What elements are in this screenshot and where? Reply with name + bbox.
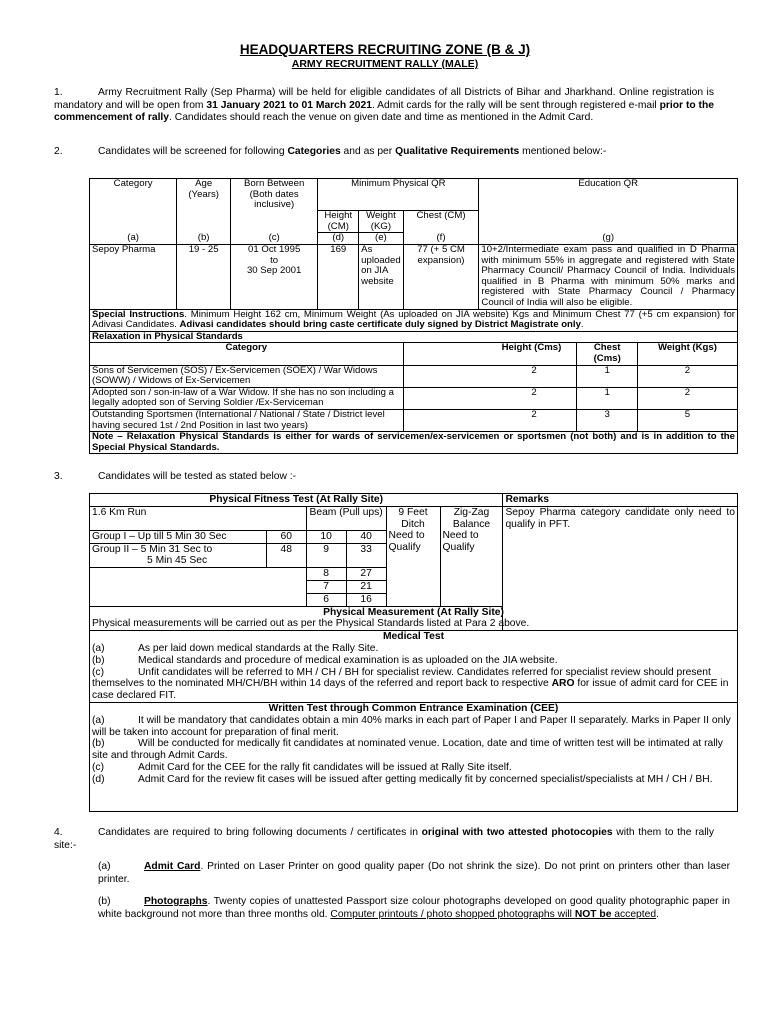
mt-text: As per laid down medical standards at the Rally Site. — [138, 643, 379, 655]
label-f: (f) — [403, 233, 479, 245]
wt-label: (a) — [92, 714, 105, 726]
label-d: (d) — [318, 233, 359, 245]
sub-heading: Admit Card — [144, 861, 201, 872]
relaxation-note-text: Note – Relaxation Physical Standards is either for wards of servicemen/ex-servicemen or sportsmen (not both) and is in addition to the Special Physical Standards. — [92, 431, 735, 453]
relax-header-weight-text: Weight (Kgs) — [657, 342, 717, 354]
relaxation-title-text: Relaxation in Physical Standards — [92, 330, 243, 342]
pm-text: Physical measurements will be carried out as per the Physical Standards listed at Para 2 above. — [92, 618, 530, 630]
relax-header-height — [487, 343, 577, 354]
mt-item-c — [92, 667, 735, 702]
pft-table — [89, 493, 738, 812]
group-1: Group I – Up till 5 Min 30 Sec — [90, 530, 267, 543]
remarks-header — [503, 494, 738, 507]
sub-label: (b) — [98, 896, 111, 907]
label-e: (e) — [359, 233, 403, 245]
para-text: with them to the rally site:- — [54, 827, 714, 851]
paragraph-3 — [54, 471, 714, 484]
qr-table — [89, 178, 738, 454]
sub-underlined: Computer printouts / photo shopped photographs will — [330, 908, 575, 920]
beam-count: 8 — [306, 568, 346, 581]
para-text: . Candidates should reach the venue on given date and time as mentioned in the Admit Card. — [169, 112, 594, 123]
wt-title-text: Written Test through Common Entrance Examination (CEE) — [268, 703, 559, 715]
relax-header-height-text: Height (Cms) — [501, 342, 562, 354]
paragraph-1 — [54, 87, 714, 125]
special-label: Special Instructions — [92, 308, 185, 320]
relax-height: 2 — [403, 409, 577, 431]
para-bold: Qualitative Requirements — [395, 146, 520, 157]
relax-category: Sons of Servicemen (SOS) / Ex-Servicemen (SOEX) / War Widows (SOWW) / Widows of Ex-Servicemen — [90, 365, 404, 387]
wt-item-b — [92, 738, 735, 762]
wt-text: Admit Card for the review fit cases will be issued after getting medically fit by concerned specialist/specialists at MH / CH / BH. — [138, 773, 713, 785]
para-bold: original with two attested photocopies — [421, 827, 613, 838]
para-number: 3. — [54, 471, 63, 482]
pft-title — [90, 494, 503, 507]
sub-heading: Photographs — [144, 896, 208, 907]
mt-label: (b) — [92, 654, 105, 666]
page-subtitle: ARMY RECRUITMENT RALLY (MALE) — [291, 58, 479, 70]
paragraph-4 — [54, 827, 714, 852]
wt-label: (c) — [92, 762, 105, 774]
wt-item-c — [92, 762, 735, 774]
wt-label: (b) — [92, 738, 105, 750]
wt-item-d — [92, 774, 735, 786]
wt-item-a — [92, 715, 735, 739]
beam-marks: 33 — [346, 543, 386, 568]
paragraph-4a — [98, 861, 730, 886]
label-b: (b) — [177, 233, 231, 245]
mt-title-text: Medical Test — [382, 631, 445, 643]
header-category: Category — [90, 179, 177, 211]
mt-title — [92, 631, 735, 643]
header-age: Age (Years) — [177, 179, 231, 211]
header-born: Born Between (Both dates inclusive) — [231, 179, 318, 211]
mt-item-a — [92, 643, 735, 655]
para-number: 1. — [54, 87, 63, 98]
sub-text: . Printed on Laser Printer on good quality paper (Do not shrink the size). Do not print on printers other than laser printer. — [98, 861, 730, 885]
para-bold: 31 January 2021 to 01 March 2021 — [206, 99, 372, 111]
relax-header-chest-text: Chest (Cms) — [593, 342, 621, 364]
label-g: (g) — [479, 233, 738, 245]
para-text: Candidates are required to bring following documents / certificates in — [98, 827, 422, 838]
group-2 — [90, 543, 267, 568]
beam-marks: 40 — [346, 530, 386, 543]
group-2-line-2: 5 Min 45 Sec — [147, 555, 208, 567]
row-born — [231, 245, 318, 310]
wt-text: Will be conducted for medically fit candidates at nominated venue. Location, date and time of written test will be intimated at rally site and through Admit Cards. — [92, 738, 723, 762]
row-age: 19 - 25 — [177, 245, 231, 310]
relax-header-category-text: Category — [225, 342, 268, 354]
group-2-marks: 48 — [266, 543, 306, 568]
sub-text: . Twenty copies of unattested Passport size colour photographs developed on good quality photographic paper in white background not more than three months old. — [98, 896, 730, 920]
relax-chest: 1 — [577, 365, 638, 387]
mt-text: Medical standards and procedure of medical examination is as uploaded on the JIA website. — [138, 654, 558, 666]
beam-marks: 27 — [346, 568, 386, 581]
header-min-physical: Minimum Physical QR — [318, 179, 479, 211]
relax-row — [90, 387, 738, 409]
page-title: HEADQUARTERS RECRUITING ZONE (B & J) — [239, 42, 531, 57]
row-chest: 77 (+ 5 CM expansion) — [403, 245, 479, 310]
relax-row — [90, 409, 738, 431]
relax-header-chest — [577, 343, 638, 365]
special-instructions — [90, 309, 738, 331]
wt-text: It will be mandatory that candidates obtain a min 40% marks in each part of Paper I and Paper II separately. Marks in Paper II only will be taken into account for preparation of final merit. — [92, 714, 731, 738]
relax-chest: 3 — [577, 409, 638, 431]
para-number: 4. — [54, 827, 63, 838]
paragraph-2 — [54, 146, 714, 159]
para-text: Army Recruitment Rally (Sep Pharma) will be held for eligible candidates of all Districts of Bihar and Jharkhand. Online registration is mandatory and will be open from — [54, 87, 714, 111]
group-1-marks: 60 — [266, 530, 306, 543]
row-category: Sepoy Pharma — [90, 245, 177, 310]
beam-count: 10 — [306, 530, 346, 543]
beam-count: 9 — [306, 543, 346, 568]
para-text: mentioned below:- — [519, 146, 607, 157]
born-from: 01 Oct 1995 — [248, 244, 301, 256]
born-until: 30 Sep 2001 — [246, 265, 302, 277]
special-text: . Minimum Height 162 cm, Minimum Weight (As uploaded on JIA website) Kgs and Minimum Chest 77 (+5 cm expansion) for Adivasi Candidates. — [92, 308, 735, 331]
pft-title-text: Physical Fitness Test (At Rally Site) — [209, 494, 384, 505]
mt-item-b — [92, 655, 735, 667]
relax-row — [90, 365, 738, 387]
relax-header-weight — [637, 343, 737, 365]
relaxation-note — [90, 432, 738, 454]
zigzag-need: Need to Qualify — [440, 530, 503, 606]
mt-text: Unfit candidates will be referred to MH / CH / BH for specialist review. Candidates referred for specialist review should present themselves to the nominated MH/CH/BH within 14 days of the referred and report back to respective — [92, 666, 711, 690]
ditch-header: 9 Feet Ditch — [386, 506, 440, 530]
label-c: (c) — [231, 233, 318, 245]
born-to: to — [270, 254, 279, 266]
relax-header-category — [90, 343, 404, 365]
row-weight: As uploaded on JIA website — [359, 245, 403, 310]
para-bold: Categories — [287, 146, 341, 157]
header-education: Education QR — [479, 179, 738, 211]
pm-title — [92, 607, 735, 619]
para-number: 2. — [54, 146, 63, 157]
sub-label: (a) — [98, 861, 111, 872]
special-end: . — [580, 319, 584, 331]
physical-measurement-section — [90, 606, 738, 631]
ditch-need: Need to Qualify — [386, 530, 440, 606]
pm-title-text: Physical Measurement (At Rally Site) — [323, 606, 504, 618]
mt-label: (c) — [92, 666, 105, 678]
special-bold: Adivasi candidates should bring caste certificate duly signed by District Magistrate only — [179, 319, 581, 331]
beam-marks: 21 — [346, 581, 386, 594]
header-weight: Weight (KG) — [359, 211, 403, 233]
run-header: 1.6 Km Run — [90, 506, 307, 530]
remarks-header-text: Remarks — [505, 494, 549, 505]
written-test-section — [90, 703, 738, 812]
mt-label: (a) — [92, 643, 105, 655]
beam-marks: 16 — [346, 593, 386, 606]
remarks-text: Sepoy Pharma category candidate only need to qualify in PFT. — [503, 506, 738, 630]
label-a: (a) — [90, 233, 177, 245]
wt-text: Admit Card for the CEE for the rally fit candidates will be issued at Rally Site itself. — [138, 762, 512, 774]
beam-count: 6 — [306, 593, 346, 606]
group-2-line-1: Group II – 5 Min 31 Sec to — [92, 543, 213, 555]
wt-title — [92, 703, 735, 715]
paragraph-4b — [98, 896, 730, 921]
para-text: . Admit cards for the rally will be sent through registered e-mail — [372, 99, 660, 111]
row-education: 10+2/Intermediate exam pass and qualified in D Pharma with minimum 55% in aggregate and registered with State Pharmacy Council/ Pharmacy Council of India. Individuals qualified in B Pharma with minimum 50% marks and registered with State Pharmacy Council / Pharmacy Council of India will also be eligible. — [479, 245, 738, 310]
relax-weight: 2 — [637, 365, 737, 387]
relax-height: 2 — [403, 387, 577, 409]
sub-underlined-bold: NOT be — [574, 908, 612, 920]
beam-header: Beam (Pull ups) — [306, 506, 386, 530]
row-height: 169 — [318, 245, 359, 310]
header-height: Height (CM) — [318, 211, 359, 233]
relaxation-title — [90, 331, 738, 343]
sub-end: . — [656, 908, 659, 920]
para-text: Candidates will be screened for following — [98, 146, 288, 157]
relax-height: 2 — [403, 365, 577, 387]
sub-underlined: accepted — [611, 908, 657, 920]
relax-chest: 1 — [577, 387, 638, 409]
beam-count: 7 — [306, 581, 346, 594]
para-bold: prior to the commencement of rally — [54, 99, 715, 123]
zigzag-header: Zig-Zag Balance — [440, 506, 503, 530]
para-text: Candidates will be tested as stated below :- — [98, 471, 297, 482]
header-chest: Chest (CM) — [403, 211, 479, 233]
relax-category: Outstanding Sportsmen (International / National / State / District level having secured 1st / 2nd Position in last two years) — [90, 409, 404, 431]
relax-category: Adopted son / son-in-law of a War Widow. If she has no son including a legally adopted son of Serving Soldier /Ex-Serviceman — [90, 387, 404, 409]
relax-header-height-wrap — [403, 343, 577, 365]
mt-bold: ARO — [551, 678, 575, 690]
medical-test-section — [90, 631, 738, 703]
para-text: and as per — [340, 146, 396, 157]
relax-weight: 5 — [637, 409, 737, 431]
mt-text: for issue of admit card for CEE in case declared FIT. — [92, 678, 729, 702]
relax-weight: 2 — [637, 387, 737, 409]
wt-label: (d) — [92, 773, 105, 785]
